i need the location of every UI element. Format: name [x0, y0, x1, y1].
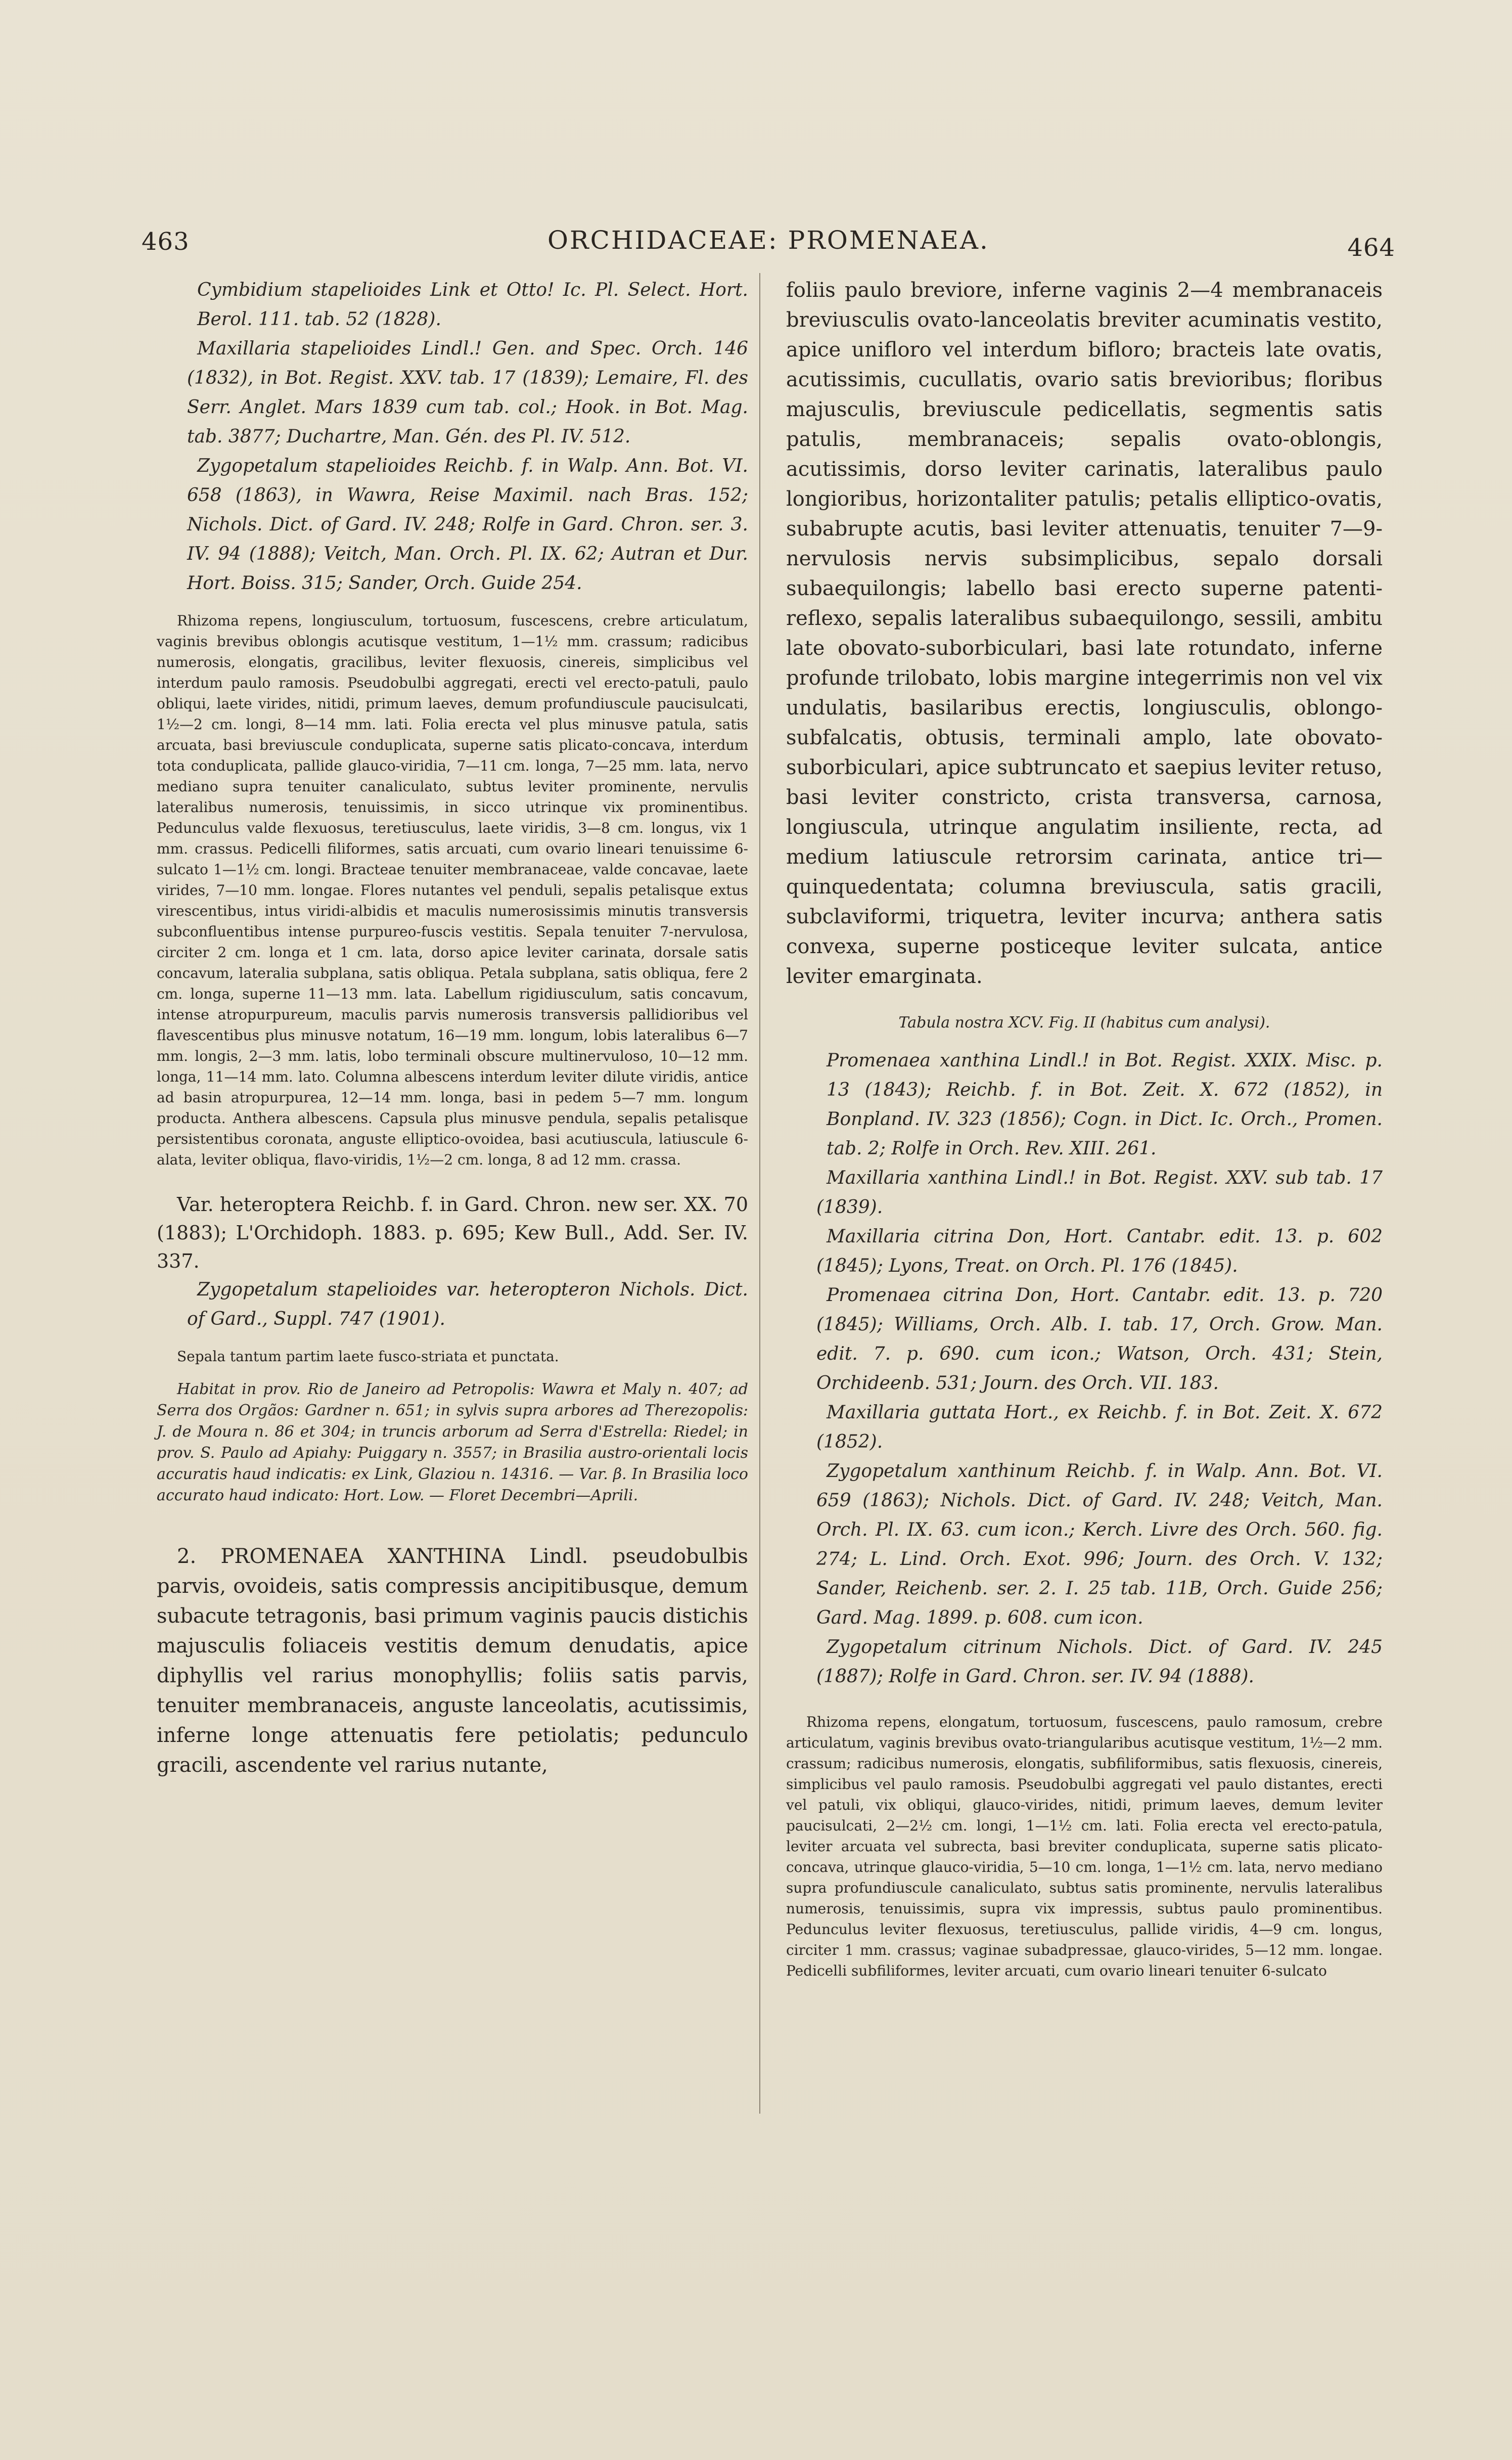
species-heading: 2. PROMENAEA XANTHINA Lindl. pseudobulbis parvis, ovoideis, satis compressis ancipitibusque, demum subacute tetragonis, basi primum vaginis paucis distichis majusculis foliaceis vestitis demum denudatis, apice diphyllis vel rarius monophyllis; foliis satis parvis, tenuiter membranaceis, anguste lanceolatis, acutissimis, inferne longe attenuatis fere petiolatis; pedunculo gracili, ascendente vel rarius nutante, — [157, 1545, 748, 1777]
page-number-left: 463 — [142, 228, 190, 256]
plate-reference: Tabula nostra XCV. Fig. II (habitus cum analysi). — [898, 1014, 1270, 1032]
synonym-entry: Maxillaria citrina Don, Hort. Cantabr. edit. 13. p. 602 (1845); Lyons, Treat. on Orch. Pl. 176 (1845). — [816, 1226, 1383, 1276]
variety-synonym: Zygopetalum stapelioides var. heteropteron Nichols. Dict. of Gard., Suppl. 747 (1901). — [187, 1279, 748, 1329]
species-diagnosis: foliis paulo breviore, inferne vaginis 2—4 membranaceis breviusculis ovato-lanceolatis breviter acuminatis vestito, apice unifloro vel interdum bifloro; bracteis late ovatis, acutissimis, cucullatis, ovario satis brevioribus; floribus majusculis, breviuscule pedicellatis, segmentis satis patulis, membranaceis; sepalis ovato-oblongis, acutissimis, dorso leviter carinatis, lateralibus paulo longioribus, horizontaliter patulis; petalis elliptico-ovatis, subabrupte acutis, basi leviter attenuatis, tenuiter 7—9-nervulosis nervis subsimplicibus, sepalo dorsali subaequilongis; labello basi erecto superne patenti-reflexo, sepalis lateralibus subaequilongo, sessili, ambitu late obovato-suborbiculari, basi late rotundato, inferne profunde trilobato, lobis margine integerrimis non vel vix undulatis, basilaribus erectis, longiusculis, oblongo-subfalcatis, obtusis, terminali amplo, late obovato-suborbiculari, apice subtruncato et saepius leviter retuso, basi leviter constricto, crista transversa, carnosa, longiuscula, utrinque angulatim insiliente, recta, ad medium latiuscule retrorsim carinata, antice tri—quinquedentata; columna breviuscula, satis gracili, subclaviformi, triquetra, leviter incurva; anthera satis convexa, superne posticeque leviter sulcata, antice leviter emarginata. — [786, 279, 1383, 988]
synonym-entry: Zygopetalum xanthinum Reichb. f. in Walp. Ann. Bot. VI. 659 (1863); Nichols. Dict. of Gard. IV. 248; Veitch, Man. Orch. Pl. IX. 63. cum icon.; Kerch. Livre des Orch. 560. fig. 274; L. Lind. Orch. Exot. 996; Journ. des Orch. V. 132; Sander, Reichenb. ser. 2. I. 25 tab. 11B, Orch. Guide 256; Gard. Mag. 1899. p. 608. cum icon. — [816, 1461, 1383, 1628]
synonym-entry: Cymbidium stapelioides Link et Otto! Ic. Pl. Select. Hort. Berol. 111. tab. 52 (1828). — [197, 280, 748, 330]
synonym-entry: Maxillaria guttata Hort., ex Reichb. f. in Bot. Zeit. X. 672 (1852). — [816, 1402, 1383, 1452]
variety-note: Sepala tantum partim laete fusco-striata et punctata. — [177, 1348, 559, 1365]
column-divider — [759, 273, 760, 2114]
species-description: Rhizoma repens, longiusculum, tortuosum, fuscescens, crebre articulatum, vaginis brevibus oblongis acutisque vestitum, 1—1½ mm. crassum; radicibus numerosis, elongatis, gracilibus, leviter flexuosis, cinereis, simplicibus vel interdum paulo ramosis. Pseudobulbi aggregati, erecti vel erecto-patuli, paulo obliqui, laete virides, nitidi, primum laeves, demum profundiuscule paucisulcati, 1½—2 cm. longi, 8—14 mm. lati. Folia erecta vel plus minusve patula, satis arcuata, basi breviuscule conduplicata, superne satis plicato-concava, interdum tota conduplicata, pallide glauco-viridia, 7—11 cm. longa, 7—25 mm. lata, nervo mediano supra tenuiter canaliculato, subtus leviter prominente, nervulis lateralibus numerosis, tenuissimis, in sicco utrinque vix prominentibus. Pedunculus valde flexuosus, teretiusculus, laete viridis, 3—8 cm. longus, vix 1 mm. crassus. Pedicelli filiformes, satis arcuati, cum ovario lineari tenuissime 6-sulcato 1—1½ cm. longi. Bracteae tenuiter membranaceae, valde concavae, laete virides, 7—10 mm. longae. Flores nutantes vel penduli, sepalis petalisque extus virescentibus, intus viridi-albidis et maculis numerosissimis minutis transversis subconfluentibus intense purpureo-fuscis vestitis. Sepala tenuiter 7-nervulosa, circiter 2 cm. longa et 1 cm. lata, dorso apice leviter carinata, dorsale satis concavum, lateralia subplana, satis obliqua. Petala subplana, satis obliqua, fere 2 cm. longa, superne 11—13 mm. lata. Labellum rigidiusculum, satis concavum, intense atropurpureum, maculis parvis numerosis transversis pallidioribus vel flavescentibus plus minusve notatum, 16—19 mm. longum, lobis lateralibus 6—7 mm. longis, 2—3 mm. latis, lobo terminali obscure multinervuloso, 10—12 mm. longa, 11—14 mm. lato. Columna albescens interdum leviter dilute viridis, antice ad basin atropurpurea, 12—14 mm. longa, basi in pedem 5—7 mm. longum producta. Anthera albescens. Capsula plus minusve pendula, sepalis petalisque persistentibus coronata, anguste elliptico-ovoidea, basi acutiuscula, latiuscule 6-alata, leviter obliqua, flavo-viridis, 1½—2 cm. longa, 8 ad 12 mm. crassa. — [157, 612, 748, 1168]
synonym-entry: Maxillaria xanthina Lindl.! in Bot. Regist. XXV. sub tab. 17 (1839). — [816, 1168, 1383, 1218]
page-number-right: 464 — [1347, 234, 1395, 262]
variety-heading: Var. heteroptera Reichb. f. in Gard. Chron. new ser. XX. 70 (1883); L'Orchidoph. 1883. p. 695; Kew Bull., Add. Ser. IV. 337. — [157, 1193, 748, 1272]
left-column — [157, 276, 748, 1780]
page-header — [142, 222, 1395, 263]
running-title: ORCHIDACEAE: PROMENAEA. — [547, 226, 989, 255]
synonym-entry: Zygopetalum stapelioides Reichb. f. in Walp. Ann. Bot. VI. 658 (1863), in Wawra, Reise Maximil. nach Bras. 152; Nichols. Dict. of Gard. IV. 248; Rolfe in Gard. Chron. ser. 3. IV. 94 (1888); Veitch, Man. Orch. Pl. IX. 62; Autran et Dur. Hort. Boiss. 315; Sander, Orch. Guide 254. — [187, 456, 748, 594]
synonym-entry: Promenaea citrina Don, Hort. Cantabr. edit. 13. p. 720 (1845); Williams, Orch. Alb. I. tab. 17, Orch. Grow. Man. edit. 7. p. 690. cum icon.; Watson, Orch. 431; Stein, Orchideenb. 531; Journ. des Orch. VII. 183. — [816, 1285, 1383, 1394]
species-description: Rhizoma repens, elongatum, tortuosum, fuscescens, paulo ramosum, crebre articulatum, vaginis brevibus ovato-triangularibus acutisque vestitum, 1½—2 mm. crassum; radicibus numerosis, elongatis, subfiliformibus, satis flexuosis, cinereis, simplicibus vel paulo ramosis. Pseudobulbi aggregati vel paulo distantes, erecti vel patuli, vix obliqui, glauco-virides, nitidi, primum laeves, demum leviter paucisulcati, 2—2½ cm. longi, 1—1½ cm. lati. Folia erecta vel erecto-patula, leviter arcuata vel subrecta, basi breviter conduplicata, superne satis plicato-concava, utrinque glauco-viridia, 5—10 cm. longa, 1—1½ cm. lata, nervo mediano supra profundiuscule canaliculato, subtus satis prominente, nervulis lateralibus numerosis, tenuissimis, supra vix impressis, subtus paulo prominentibus. Pedunculus leviter flexuosus, teretiusculus, pallide viridis, 4—9 cm. longus, circiter 1 mm. crassus; vaginae subadpressae, glauco-virides, 5—12 mm. longae. Pedicelli subfiliformes, leviter arcuati, cum ovario lineari tenuiter 6-sulcato — [786, 1714, 1383, 1979]
synonym-entry: Zygopetalum citrinum Nichols. Dict. of Gard. IV. 245 (1887); Rolfe in Gard. Chron. ser. IV. 94 (1888). — [816, 1637, 1383, 1687]
synonym-entry: Promenaea xanthina Lindl.! in Bot. Regist. XXIX. Misc. p. 13 (1843); Reichb. f. in Bot. Zeit. X. 672 (1852), in Bonpland. IV. 323 (1856); Cogn. in Dict. Ic. Orch., Promen. tab. 2; Rolfe in Orch. Rev. XIII. 261. — [827, 1050, 1383, 1159]
synonym-entry: Maxillaria stapelioides Lindl.! Gen. and Spec. Orch. 146 (1832), in Bot. Regist. XXV. tab. 17 (1839); Lemaire, Fl. des Serr. Anglet. Mars 1839 cum tab. col.; Hook. in Bot. Mag. tab. 3877; Duchartre, Man. Gén. des Pl. IV. 512. — [187, 338, 748, 447]
habitat: Habitat in prov. Rio de Janeiro ad Petropolis: Wawra et Maly n. 407; ad Serra dos Orgãos: Gardner n. 651; in sylvis supra arbores ad Therezopolis: J. de Moura n. 86 et 304; in truncis arborum ad Serra d'Estrella: Riedel; in prov. S. Paulo ad Apiahy: Puiggary n. 3557; in Brasilia austro-orientali locis accuratis haud indicatis: ex Link, Glaziou n. 14316. — Var. β. In Brasilia loco accurato haud indicato: Hort. Low. — Floret Decembri—Aprili. — [157, 1380, 748, 1504]
right-column — [786, 276, 1383, 1981]
